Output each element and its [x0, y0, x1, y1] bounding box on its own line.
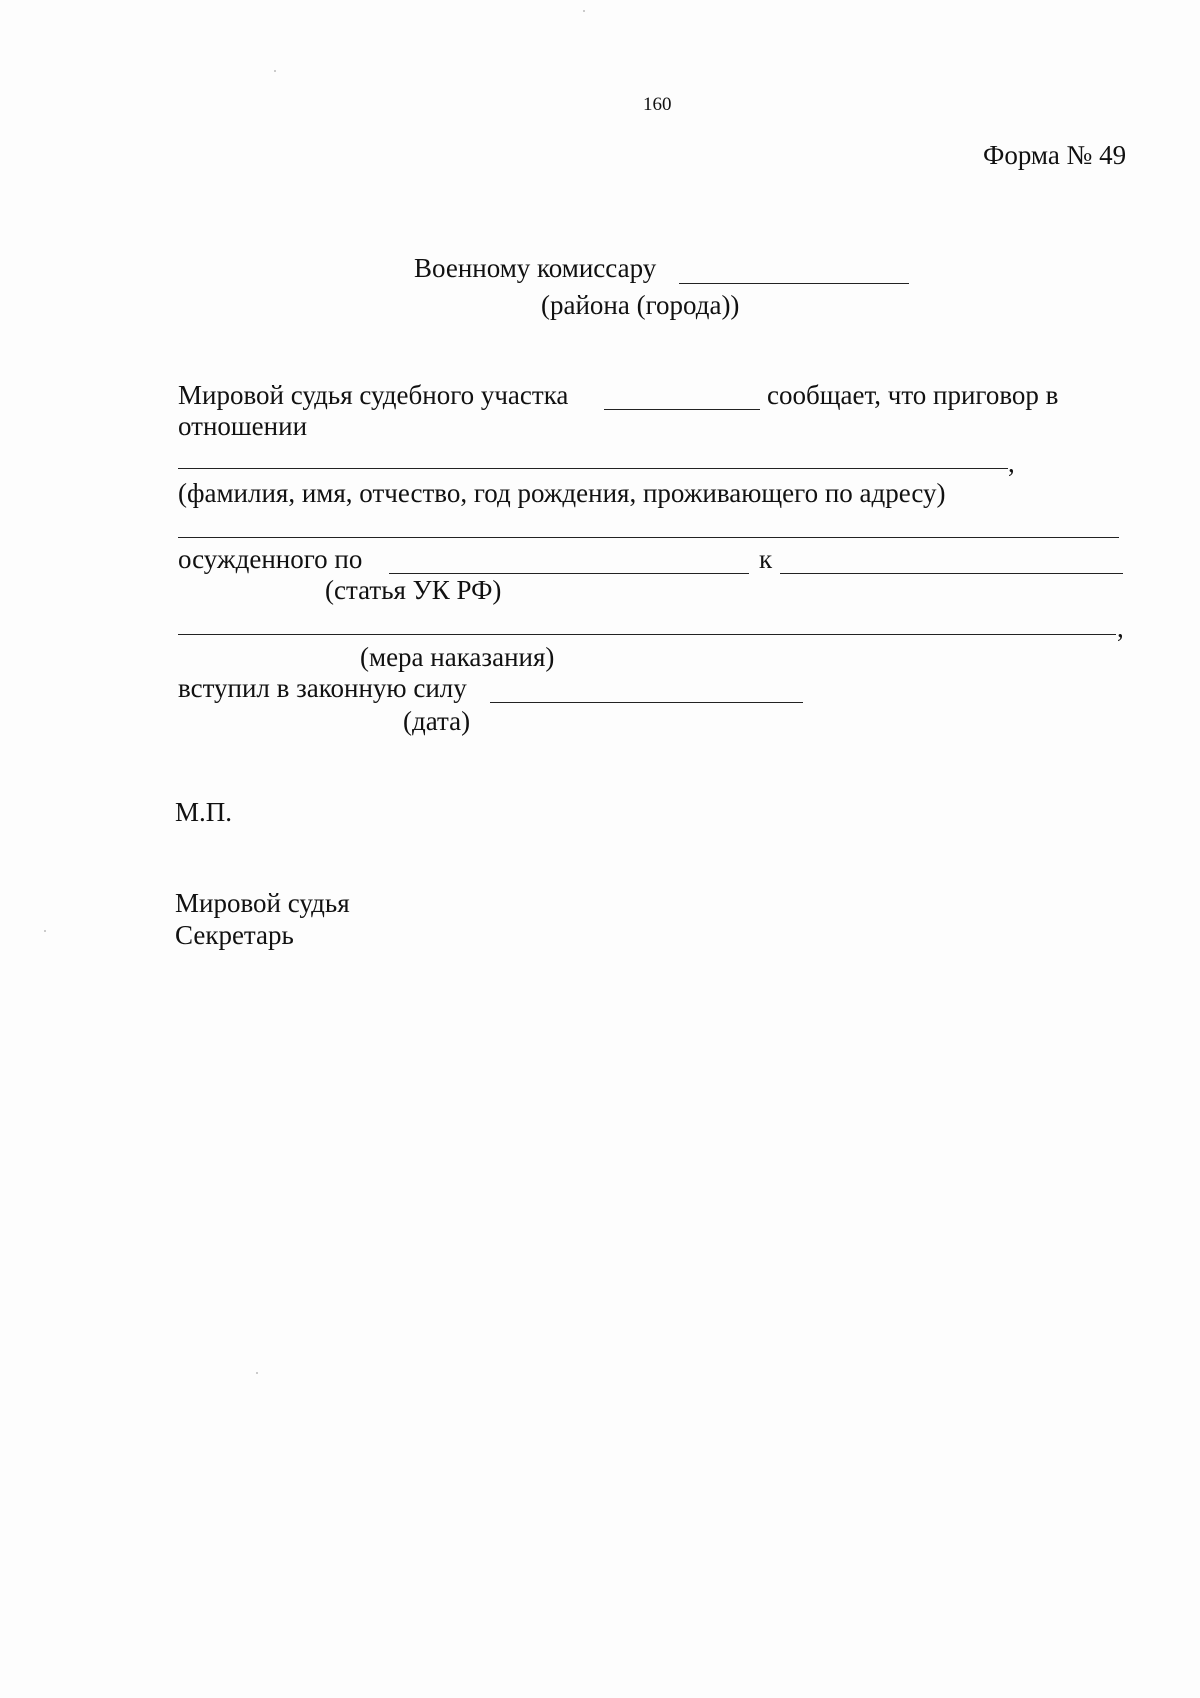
person-blank-line: [178, 468, 1008, 469]
convicted-label: осужденного по: [178, 544, 363, 574]
form-number: Форма № 49: [983, 140, 1127, 170]
body-line1-start: Мировой судья судебного участка: [178, 380, 569, 410]
recipient-label: Военному комиссару: [414, 253, 657, 283]
secretary-signature-label: Секретарь: [175, 920, 294, 950]
article-blank-line: [389, 573, 749, 574]
scan-speck: [274, 70, 276, 72]
punishment-caption: (мера наказания): [360, 642, 555, 672]
person-caption: (фамилия, имя, отчество, год рождения, проживающего по адресу): [178, 478, 946, 508]
article-caption: (статья УК РФ): [325, 575, 502, 605]
comma-after-punishment: ,: [1117, 613, 1124, 643]
body-line2: отношении: [178, 411, 308, 441]
scan-speck: [583, 10, 585, 12]
entered-force-label: вступил в законную силу: [178, 673, 467, 703]
recipient-caption: (района (города)): [541, 290, 740, 320]
date-blank-line: [490, 702, 803, 703]
date-caption: (дата): [403, 706, 471, 736]
stamp-place: М.П.: [175, 797, 233, 827]
punishment-blank-line: [178, 634, 1116, 635]
comma-after-person: ,: [1008, 448, 1015, 478]
scan-speck: [44, 930, 46, 932]
to-label: к: [759, 544, 773, 574]
page-number: 160: [643, 94, 672, 115]
judge-signature-label: Мировой судья: [175, 888, 350, 918]
address-blank-line: [178, 537, 1119, 538]
body-line1-end: сообщает, что приговор в: [767, 380, 1059, 410]
court-district-blank-line: [604, 409, 760, 410]
recipient-blank-line: [679, 283, 909, 284]
sentence-blank-line: [780, 573, 1123, 574]
scan-speck: [256, 1372, 258, 1374]
